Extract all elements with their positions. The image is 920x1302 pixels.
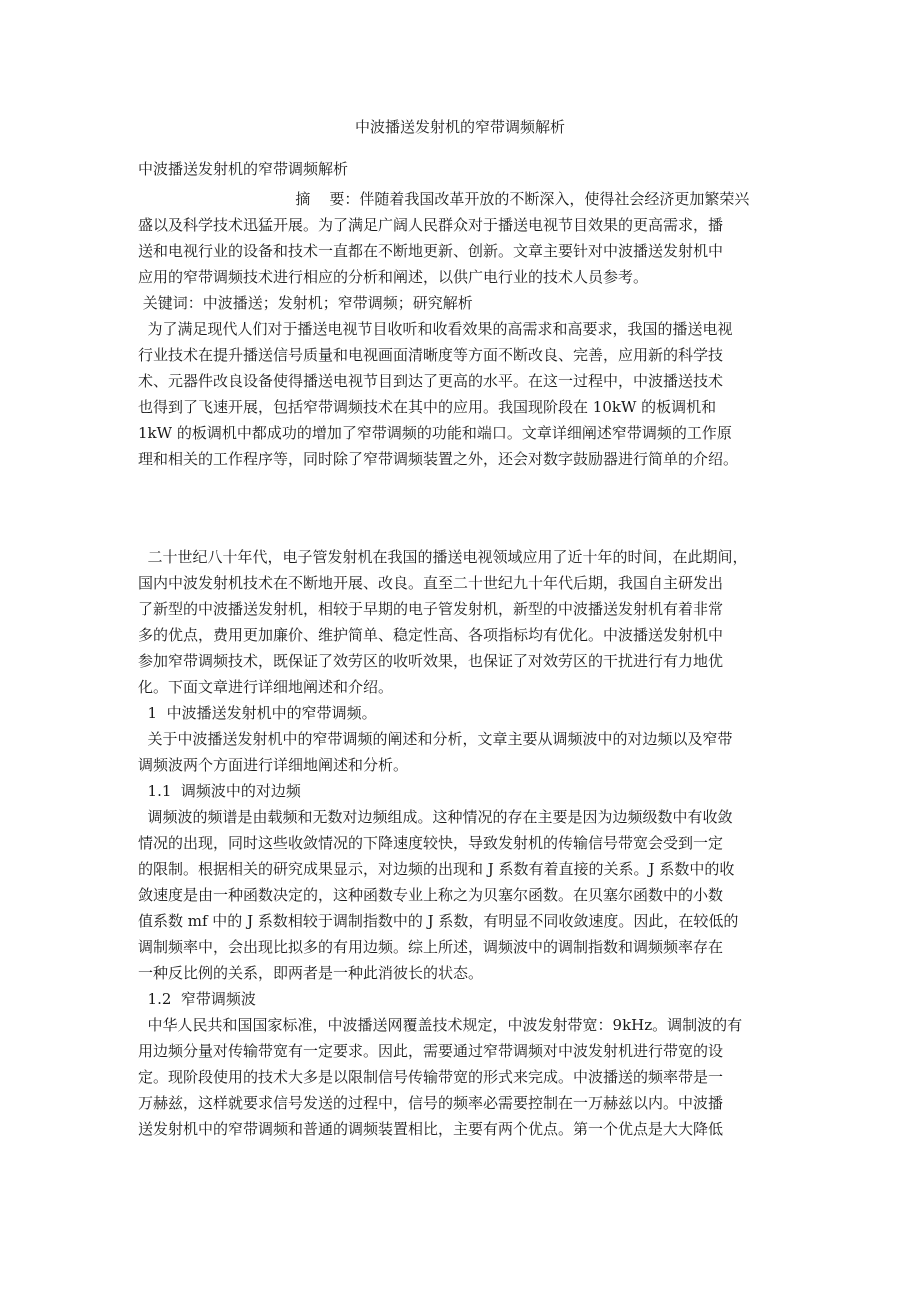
- text-line: 参加窄带调频技术，既保证了效劳区的收听效果，也保证了对效劳区的干扰进行有力地优: [138, 652, 724, 670]
- text-line: 的限制。根据相关的研究成果显示，对边频的出现和 J 系数有着直接的关系。J 系数中的收: [138, 860, 735, 878]
- body-section: [138, 544, 798, 1142]
- text-line: 理和相关的工作程序等，同时除了窄带调频装置之外，还会对数字鼓励器进行简单的介绍。: [138, 450, 739, 468]
- text-line: 1.1 调频波中的对边频: [138, 782, 301, 800]
- text-line: 万赫兹，这样就要求信号发送的过程中，信号的频率必需要控制在一万赫兹以内。中波播: [138, 1094, 724, 1112]
- text-line: 调频波两个方面进行详细地阐述和分析。: [138, 756, 409, 774]
- text-line: 情况的出现，同时这些收敛情况的下降速度较快，导致发射机的传输信号带宽会受到一定: [138, 834, 724, 852]
- text-line: 用边频分量对传输带宽有一定要求。因此，需要通过窄带调频对中波发射机进行带宽的设: [138, 1042, 724, 1060]
- text-line: 应用的窄带调频技术进行相应的分析和阐述，以供广电行业的技术人员参考。: [138, 268, 649, 286]
- document-title: 中波播送发射机的窄带调频解析: [354, 118, 565, 136]
- text-line: 也得到了飞速开展，包括窄带调频技术在其中的应用。我国现阶段在 10kW 的板调机和: [138, 398, 717, 416]
- text-line: 摘 要：伴随着我国改革开放的不断深入，使得社会经济更加繁荣兴: [138, 190, 750, 208]
- text-line: 值系数 mf 中的 J 系数相较于调制指数中的 J 系数，有明显不同收敛速度。因此，在较低的: [138, 912, 739, 930]
- text-line: 化。下面文章进行详细地阐述和介绍。: [138, 678, 394, 696]
- text-line: 关键词：中波播送；发射机；窄带调频；研究解析: [138, 294, 473, 312]
- text-line: 盛以及科学技术迅猛开展。为了满足广阔人民群众对于播送电视节目效果的更高需求，播: [138, 216, 724, 234]
- text-line: 1.2 窄带调频波: [138, 990, 256, 1008]
- abstract-section: [138, 186, 798, 472]
- text-line: 中华人民共和国国家标准，中波播送网覆盖技术规定，中波发射带宽：9kHz。调制波的有: [138, 1016, 743, 1034]
- text-line: 为了满足现代人们对于播送电视节目收听和收看效果的高需求和高要求，我国的播送电视: [138, 320, 733, 338]
- text-line: 调频波的频谱是由载频和无数对边频组成。这种情况的存在主要是因为边频级数中有收敛: [138, 808, 733, 826]
- text-line: 了新型的中波播送发射机，相较于早期的电子管发射机，新型的中波播送发射机有着非常: [138, 600, 724, 618]
- text-line: 调制频率中，会出现比拟多的有用边频。综上所述，调频波中的调制指数和调频频率存在: [138, 938, 724, 956]
- text-line: 多的优点，费用更加廉价、维护简单、稳定性高、各项指标均有优化。中波播送发射机中: [138, 626, 724, 644]
- text-line: 术、元器件改良设备使得播送电视节目到达了更高的水平。在这一过程中，中波播送技术: [138, 372, 724, 390]
- text-line: 敛速度是由一种函数决定的，这种函数专业上称之为贝塞尔函数。在贝塞尔函数中的小数: [138, 886, 724, 904]
- text-line: 送和电视行业的设备和技术一直都在不断地更新、创新。文章主要针对中波播送发射机中: [138, 242, 724, 260]
- text-line: 1kW 的板调机中都成功的增加了窄带调频的功能和端口。文章详细阐述窄带调频的工作原: [138, 424, 732, 442]
- text-line: 国内中波发射机技术在不断地开展、改良。直至二十世纪九十年代后期，我国自主研发出: [138, 574, 724, 592]
- text-line: 一种反比例的关系，即两者是一种此消彼长的状态。: [138, 964, 484, 982]
- text-line: 送发射机中的窄带调频和普通的调频装置相比，主要有两个优点。第一个优点是大大降低: [138, 1120, 724, 1138]
- text-line: 关于中波播送发射机中的窄带调频的阐述和分析，文章主要从调频波中的对边频以及窄带: [138, 730, 733, 748]
- text-line: 定。现阶段使用的技术大多是以限制信号传输带宽的形式来完成。中波播送的频率带是一: [138, 1068, 724, 1086]
- document-subtitle: 中波播送发射机的窄带调频解析: [138, 160, 349, 178]
- text-line: 行业技术在提升播送信号质量和电视画面清晰度等方面不断改良、完善，应用新的科学技: [138, 346, 724, 364]
- text-line: 二十世纪八十年代，电子管发射机在我国的播送电视领域应用了近十年的时间，在此期间，: [138, 548, 748, 566]
- text-line: 1 中波播送发射机中的窄带调频。: [138, 704, 377, 722]
